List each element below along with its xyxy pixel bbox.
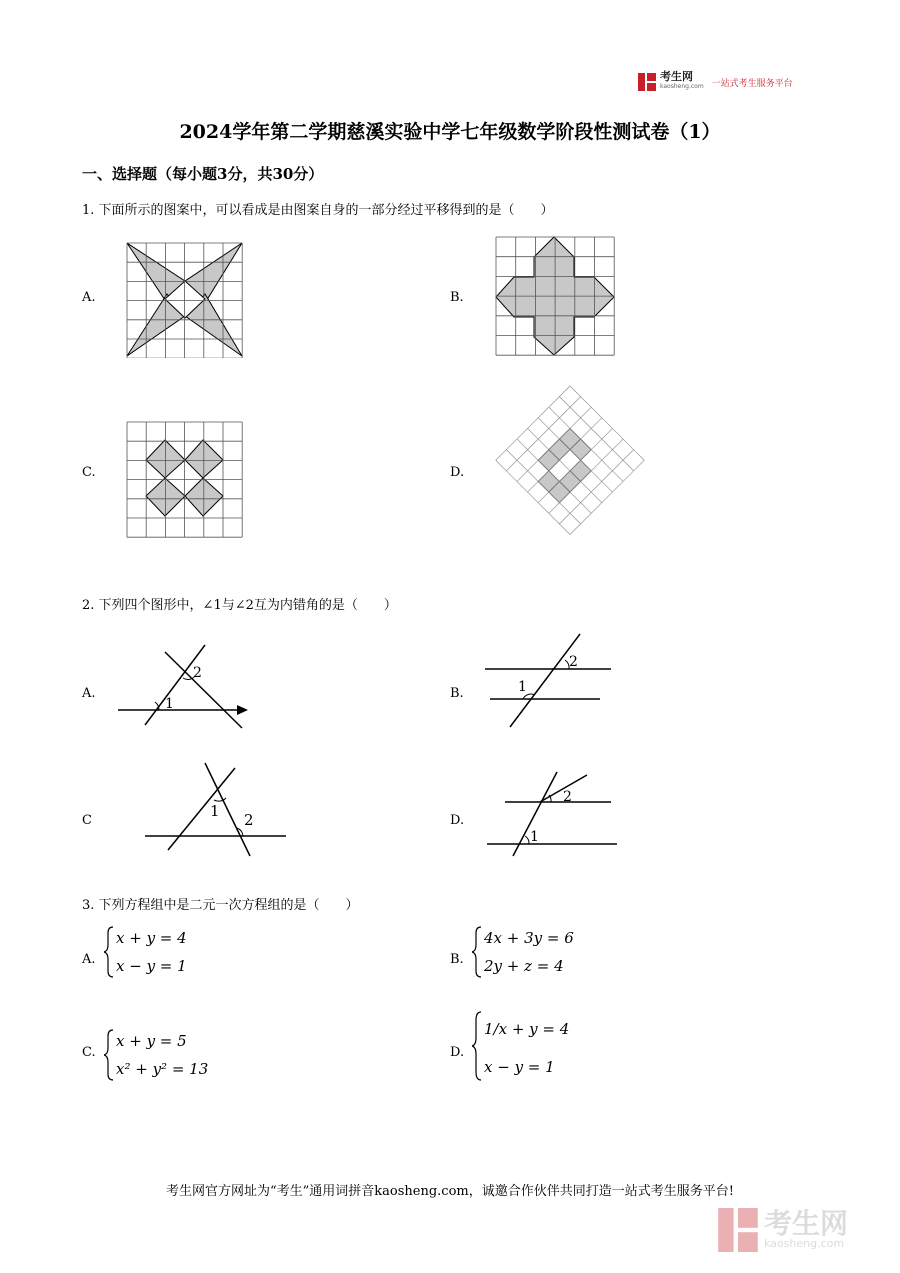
angle-label: 1 — [518, 679, 527, 695]
q2-figure-a — [115, 640, 255, 740]
equation: x − y = 1 — [116, 957, 187, 975]
option-label: D. — [450, 1045, 465, 1060]
q1-figure-c — [125, 420, 245, 538]
question-text: 下列四个图形中，∠1与∠2互为内错角的是（ ） — [98, 598, 397, 613]
line — [165, 652, 242, 728]
option-label: A. — [82, 290, 96, 305]
q2-figure-c — [140, 760, 290, 860]
footer-note: 考生网官方网址为“考生”通用词拼音kaosheng.com，诚邀合作伙伴共同打造一站式考生服务平台! — [166, 1184, 734, 1199]
option-label: A. — [82, 952, 96, 967]
option-label: D. — [450, 465, 465, 480]
equation: 4x + 3y = 6 — [484, 929, 574, 947]
line — [145, 645, 205, 725]
system-b — [472, 925, 612, 980]
question-number: 2. — [82, 598, 95, 613]
q1-figure-a — [125, 241, 245, 358]
angle-label: 1 — [210, 802, 220, 820]
watermark-name: 考生网 kaosheng.com — [764, 1207, 849, 1250]
equation: 1/x + y = 4 — [484, 1020, 570, 1038]
q1-figure-d — [490, 383, 650, 543]
question-number: 3. — [82, 898, 95, 913]
angle-arc — [214, 798, 226, 801]
arrow-head — [237, 705, 248, 715]
angle-label: 2 — [569, 654, 578, 670]
angle-label: 2 — [193, 665, 202, 681]
equation: x + y = 4 — [116, 929, 187, 947]
grid-lines — [496, 386, 644, 534]
watermark-domain: kaosheng.com — [764, 1237, 845, 1250]
angle-label: 2 — [563, 789, 572, 805]
option-label: C. — [82, 1045, 96, 1060]
grid-lines — [127, 422, 242, 537]
equation: x + y = 5 — [116, 1032, 187, 1050]
system-c — [104, 1028, 244, 1083]
q2-figure-d — [485, 770, 620, 860]
option-label: B. — [450, 952, 464, 967]
option-label: C — [82, 813, 92, 828]
section-heading: 一、选择题（每小题3分，共30分） — [82, 165, 324, 183]
angle-arc — [525, 836, 529, 844]
grid-lines — [496, 237, 614, 355]
system-a — [104, 925, 224, 980]
option-label: B. — [450, 686, 464, 701]
question-text: 下列方程组中是二元一次方程组的是（ ） — [98, 898, 359, 913]
angle-label: 1 — [165, 696, 174, 712]
angle-label: 1 — [530, 829, 539, 845]
question-text: 下面所示的图案中，可以看成是由图案自身的一部分经过平移得到的是（ ） — [98, 203, 554, 218]
angle-label: 2 — [244, 811, 254, 829]
system-d — [472, 1010, 612, 1082]
equation: x² + y² = 13 — [116, 1060, 209, 1078]
question-2 — [82, 594, 397, 613]
brace-icon — [104, 1030, 113, 1080]
line — [168, 768, 235, 850]
logo-slogan: 一站式考生服务平台 — [711, 78, 793, 89]
option-label: A. — [82, 686, 96, 701]
brace-icon — [104, 927, 113, 977]
kaosheng-logo-icon — [638, 73, 656, 91]
kaosheng-watermark-icon — [718, 1208, 758, 1252]
brace-icon — [472, 927, 481, 977]
header-logo — [638, 72, 793, 92]
equation: 2y + z = 4 — [484, 957, 564, 975]
option-label: C. — [82, 465, 96, 480]
logo-name: 考生网 kaosheng.com — [660, 70, 704, 90]
question-3 — [82, 894, 359, 913]
q2-figure-b — [485, 632, 615, 732]
equation: x − y = 1 — [484, 1058, 555, 1076]
option-label: B. — [450, 290, 464, 305]
brace-icon — [472, 1012, 481, 1080]
page-title: 2024学年第二学期慈溪实验中学七年级数学阶段性测试卷（1） — [179, 121, 721, 143]
q1-figure-b — [494, 235, 616, 357]
question-1 — [82, 199, 554, 218]
watermark — [718, 1208, 848, 1252]
question-number: 1. — [82, 203, 95, 218]
logo-domain: kaosheng.com — [660, 83, 704, 90]
option-label: D. — [450, 813, 465, 828]
